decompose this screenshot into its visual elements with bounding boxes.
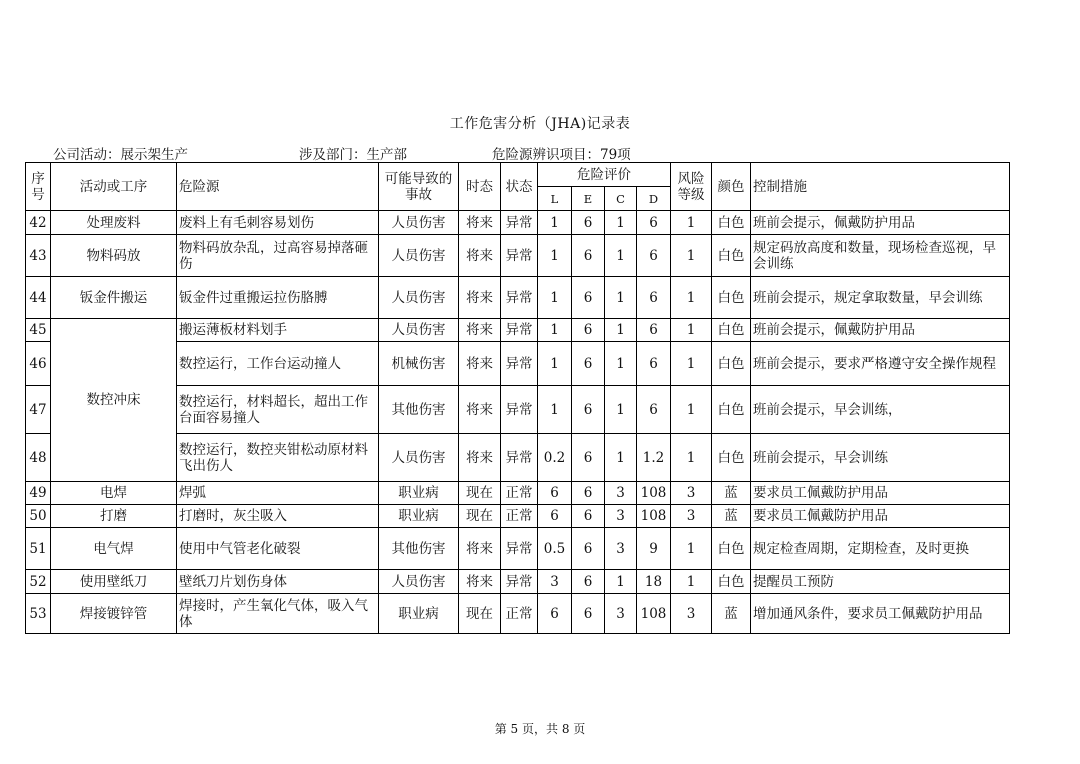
row-c: 1 <box>605 342 637 386</box>
row-hazard: 焊接时，产生氧化气体，吸入气体 <box>177 594 379 634</box>
row-c: 1 <box>605 319 637 342</box>
row-hazard: 打磨时，灰尘吸入 <box>177 505 379 528</box>
row-d: 108 <box>637 505 671 528</box>
row-hazard: 数控运行，材料超长，超出工作台面容易撞人 <box>177 386 379 434</box>
row-hazard: 废料上有毛刺容易划伤 <box>177 211 379 235</box>
row-accident: 人员伤害 <box>379 570 459 594</box>
row-color: 蓝 <box>712 505 751 528</box>
row-color: 白色 <box>712 386 751 434</box>
row-l: 0.5 <box>538 528 572 570</box>
row-risk-level: 3 <box>671 482 712 505</box>
table-row <box>26 482 1010 505</box>
row-risk-level: 1 <box>671 386 712 434</box>
row-state: 异常 <box>501 570 538 594</box>
row-seq: 51 <box>26 528 51 570</box>
row-c: 3 <box>605 594 637 634</box>
row-activity: 焊接镀锌管 <box>51 594 177 634</box>
row-d: 18 <box>637 570 671 594</box>
row-risk-level: 1 <box>671 528 712 570</box>
table-row <box>26 505 1010 528</box>
row-activity: 处理废料 <box>51 211 177 235</box>
row-state: 异常 <box>501 319 538 342</box>
row-seq: 45 <box>26 319 51 342</box>
row-risk-level: 3 <box>671 594 712 634</box>
row-activity: 电焊 <box>51 482 177 505</box>
row-hazard: 焊弧 <box>177 482 379 505</box>
table-row <box>26 235 1010 277</box>
row-seq: 49 <box>26 482 51 505</box>
row-seq: 50 <box>26 505 51 528</box>
row-color: 白色 <box>712 342 751 386</box>
row-activity: 钣金件搬运 <box>51 277 177 319</box>
row-accident: 人员伤害 <box>379 211 459 235</box>
table-row <box>26 277 1010 319</box>
row-e: 6 <box>572 505 605 528</box>
row-risk-level: 1 <box>671 211 712 235</box>
row-e: 6 <box>572 319 605 342</box>
row-tense: 将来 <box>459 528 501 570</box>
row-c: 3 <box>605 482 637 505</box>
row-c: 1 <box>605 235 637 277</box>
row-d: 108 <box>637 482 671 505</box>
row-state: 异常 <box>501 211 538 235</box>
table-row <box>26 211 1010 235</box>
row-seq: 42 <box>26 211 51 235</box>
row-d: 6 <box>637 211 671 235</box>
row-l: 1 <box>538 386 572 434</box>
row-state: 异常 <box>501 434 538 482</box>
row-l: 1 <box>538 235 572 277</box>
row-state: 异常 <box>501 277 538 319</box>
row-tense: 将来 <box>459 434 501 482</box>
row-color: 白色 <box>712 319 751 342</box>
row-d: 108 <box>637 594 671 634</box>
row-tense: 现在 <box>459 505 501 528</box>
row-l: 1 <box>538 319 572 342</box>
jha-table-body <box>26 211 1010 634</box>
row-e: 6 <box>572 211 605 235</box>
table-row <box>26 528 1010 570</box>
row-state: 异常 <box>501 235 538 277</box>
header-activity: 活动或工序 <box>51 163 177 211</box>
row-hazard: 钣金件过重搬运拉伤胳膊 <box>177 277 379 319</box>
row-e: 6 <box>572 342 605 386</box>
row-c: 1 <box>605 277 637 319</box>
row-state: 正常 <box>501 505 538 528</box>
row-tense: 将来 <box>459 342 501 386</box>
row-hazard: 物料码放杂乱，过高容易掉落砸伤 <box>177 235 379 277</box>
row-tense: 将来 <box>459 570 501 594</box>
row-tense: 将来 <box>459 277 501 319</box>
row-control: 规定检查周期，定期检查，及时更换 <box>751 528 1010 570</box>
row-l: 1 <box>538 211 572 235</box>
row-e: 6 <box>572 594 605 634</box>
row-tense: 现在 <box>459 482 501 505</box>
header-tense: 时态 <box>459 163 501 211</box>
hazard-count: 危险源辨识项目：79项 <box>492 147 631 163</box>
row-d: 6 <box>637 277 671 319</box>
row-activity: 电气焊 <box>51 528 177 570</box>
row-control: 班前会提示，规定拿取数量，早会训练 <box>751 277 1010 319</box>
page-footer: 第 5 页，共 8 页 <box>494 722 586 736</box>
row-l: 6 <box>538 594 572 634</box>
row-risk-level: 1 <box>671 277 712 319</box>
row-color: 白色 <box>712 211 751 235</box>
table-row <box>26 319 1010 342</box>
row-activity: 打磨 <box>51 505 177 528</box>
row-e: 6 <box>572 434 605 482</box>
row-seq: 47 <box>26 386 51 434</box>
row-hazard: 使用中气管老化破裂 <box>177 528 379 570</box>
row-color: 白色 <box>712 235 751 277</box>
row-accident: 其他伤害 <box>379 528 459 570</box>
row-hazard: 壁纸刀片划伤身体 <box>177 570 379 594</box>
row-hazard: 数控运行，工作台运动撞人 <box>177 342 379 386</box>
row-state: 异常 <box>501 342 538 386</box>
row-color: 白色 <box>712 570 751 594</box>
row-activity: 数控冲床 <box>51 319 177 482</box>
row-state: 正常 <box>501 482 538 505</box>
row-d: 6 <box>637 386 671 434</box>
row-tense: 将来 <box>459 211 501 235</box>
row-seq: 52 <box>26 570 51 594</box>
row-risk-level: 3 <box>671 505 712 528</box>
row-l: 6 <box>538 482 572 505</box>
row-activity: 物料码放 <box>51 235 177 277</box>
row-color: 白色 <box>712 434 751 482</box>
row-risk-level: 1 <box>671 570 712 594</box>
department: 涉及部门：生产部 <box>299 147 407 163</box>
row-c: 3 <box>605 528 637 570</box>
row-accident: 职业病 <box>379 594 459 634</box>
row-seq: 46 <box>26 342 51 386</box>
header-control: 控制措施 <box>751 163 1010 211</box>
row-e: 6 <box>572 570 605 594</box>
row-accident: 机械伤害 <box>379 342 459 386</box>
row-accident: 人员伤害 <box>379 235 459 277</box>
header-seq: 序号 <box>26 163 51 211</box>
row-e: 6 <box>572 277 605 319</box>
header-color: 颜色 <box>712 163 751 211</box>
row-control: 班前会提示，早会训练 <box>751 434 1010 482</box>
row-color: 蓝 <box>712 594 751 634</box>
row-tense: 将来 <box>459 386 501 434</box>
row-c: 1 <box>605 386 637 434</box>
table-row <box>26 594 1010 634</box>
row-d: 6 <box>637 235 671 277</box>
row-d: 9 <box>637 528 671 570</box>
row-seq: 53 <box>26 594 51 634</box>
row-hazard: 数控运行，数控夹钳松动原材料飞出伤人 <box>177 434 379 482</box>
row-color: 白色 <box>712 277 751 319</box>
row-accident: 人员伤害 <box>379 277 459 319</box>
row-l: 3 <box>538 570 572 594</box>
row-risk-level: 1 <box>671 434 712 482</box>
row-tense: 将来 <box>459 235 501 277</box>
row-control: 班前会提示，佩戴防护用品 <box>751 211 1010 235</box>
row-d: 1.2 <box>637 434 671 482</box>
row-accident: 其他伤害 <box>379 386 459 434</box>
header-e: E <box>572 187 605 211</box>
header-evaluation: 危险评价 <box>538 163 671 187</box>
row-risk-level: 1 <box>671 342 712 386</box>
row-accident: 职业病 <box>379 482 459 505</box>
header-state: 状态 <box>501 163 538 211</box>
row-seq: 44 <box>26 277 51 319</box>
row-e: 6 <box>572 235 605 277</box>
row-control: 班前会提示，早会训练， <box>751 386 1010 434</box>
row-control: 规定码放高度和数量，现场检查巡视，早会训练 <box>751 235 1010 277</box>
row-tense: 将来 <box>459 319 501 342</box>
jha-table <box>25 162 1010 634</box>
row-risk-level: 1 <box>671 235 712 277</box>
header-accident: 可能导致的事故 <box>379 163 459 211</box>
row-c: 3 <box>605 505 637 528</box>
row-seq: 43 <box>26 235 51 277</box>
table-row <box>26 570 1010 594</box>
row-c: 1 <box>605 211 637 235</box>
row-state: 异常 <box>501 528 538 570</box>
row-control: 班前会提示，佩戴防护用品 <box>751 319 1010 342</box>
row-l: 1 <box>538 342 572 386</box>
row-risk-level: 1 <box>671 319 712 342</box>
header-risk-level: 风险等级 <box>671 163 712 211</box>
row-tense: 现在 <box>459 594 501 634</box>
document-title: 工作危害分析（JHA)记录表 <box>449 116 631 132</box>
row-color: 白色 <box>712 528 751 570</box>
row-l: 0.2 <box>538 434 572 482</box>
row-l: 6 <box>538 505 572 528</box>
row-d: 6 <box>637 319 671 342</box>
header-d: D <box>637 187 671 211</box>
row-e: 6 <box>572 482 605 505</box>
row-accident: 人员伤害 <box>379 434 459 482</box>
row-accident: 人员伤害 <box>379 319 459 342</box>
row-color: 蓝 <box>712 482 751 505</box>
header-l: L <box>538 187 572 211</box>
row-l: 1 <box>538 277 572 319</box>
row-c: 1 <box>605 570 637 594</box>
row-control: 提醒员工预防 <box>751 570 1010 594</box>
row-state: 异常 <box>501 386 538 434</box>
header-c: C <box>605 187 637 211</box>
row-d: 6 <box>637 342 671 386</box>
row-e: 6 <box>572 386 605 434</box>
company-activity: 公司活动：展示架生产 <box>53 147 188 163</box>
row-control: 增加通风条件，要求员工佩戴防护用品 <box>751 594 1010 634</box>
row-c: 1 <box>605 434 637 482</box>
row-activity: 使用壁纸刀 <box>51 570 177 594</box>
header-row-1 <box>26 163 1010 187</box>
row-hazard: 搬运薄板材料划手 <box>177 319 379 342</box>
row-control: 要求员工佩戴防护用品 <box>751 482 1010 505</box>
row-state: 正常 <box>501 594 538 634</box>
row-control: 班前会提示，要求严格遵守安全操作规程 <box>751 342 1010 386</box>
row-accident: 职业病 <box>379 505 459 528</box>
row-e: 6 <box>572 528 605 570</box>
header-hazard: 危险源 <box>177 163 379 211</box>
row-seq: 48 <box>26 434 51 482</box>
row-control: 要求员工佩戴防护用品 <box>751 505 1010 528</box>
